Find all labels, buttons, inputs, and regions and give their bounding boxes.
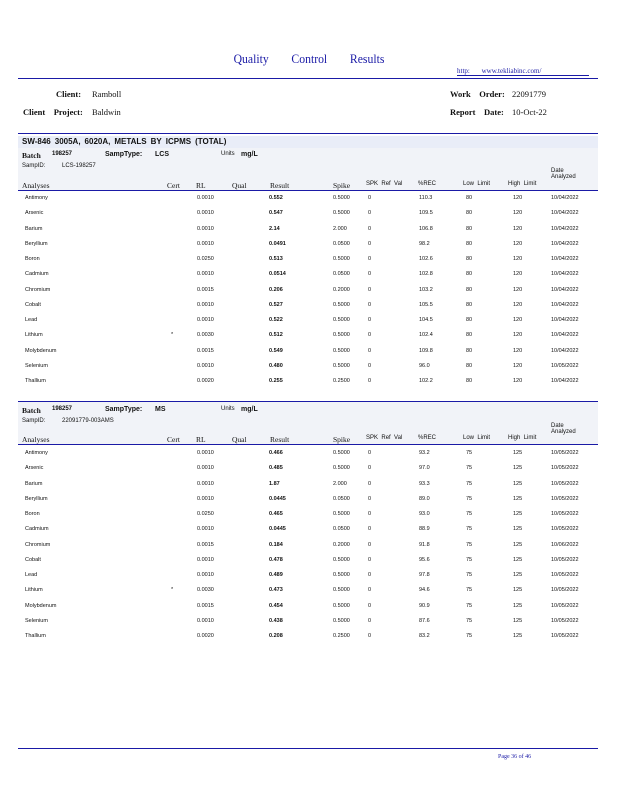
- batch-1-units-value: mg/L: [241, 151, 258, 158]
- cell-high: 120: [513, 301, 523, 308]
- cell-result: 0.0445: [269, 526, 286, 533]
- cell-rl: 0.0010: [197, 480, 214, 487]
- batch-1-col-date: Date Analyzed: [551, 168, 576, 180]
- cell-high: 120: [513, 240, 523, 247]
- cell-low: 80: [466, 286, 473, 293]
- cell-spk: 0: [368, 256, 372, 262]
- cell-rec: 89.0: [419, 495, 430, 502]
- cell-spike: 2.000: [333, 480, 347, 487]
- cell-analyte: Cobalt: [25, 301, 41, 308]
- cell-spk: 0: [368, 317, 372, 323]
- cell-low: 80: [466, 301, 473, 308]
- cell-analyte: Antimony: [25, 195, 48, 201]
- cell-rl: 0.0250: [197, 256, 214, 262]
- cell-rl: 0.0010: [197, 465, 214, 472]
- cell-rl: 0.0010: [197, 240, 214, 247]
- batch-1-units-label: Units: [221, 151, 235, 157]
- batch-2-col-high-limit: High Limit: [508, 435, 537, 441]
- cell-date: 10/04/2022: [551, 240, 579, 247]
- cell-result: 0.478: [269, 556, 283, 563]
- batch-2-column-divider: [18, 444, 598, 445]
- cell-result: 0.552: [269, 195, 283, 201]
- batch-2-col-cert: Cert: [167, 435, 180, 444]
- batch-2-col-low-limit: Low Limit: [463, 435, 491, 441]
- cell-result: 0.522: [269, 317, 283, 323]
- title-word: Control: [291, 51, 328, 66]
- cell-result: 0.485: [269, 465, 283, 472]
- cell-high: 120: [513, 210, 523, 217]
- batch-2-col-result: Result: [270, 435, 290, 444]
- cell-high: 120: [513, 286, 523, 293]
- project-value: Baldwin: [92, 107, 121, 117]
- cell-date: 10/04/2022: [551, 347, 579, 354]
- cell-rec: 102.4: [419, 332, 433, 339]
- cell-date: 10/06/2022: [551, 541, 579, 548]
- cell-spike: 0.5000: [333, 587, 350, 594]
- cell-cert: *: [171, 332, 174, 339]
- cell-date: 10/05/2022: [551, 556, 579, 563]
- batch-1-id: 198257: [52, 151, 73, 157]
- cell-high: 125: [513, 587, 523, 594]
- cell-analyte: Antimony: [25, 450, 48, 456]
- cell-rl: 0.0010: [197, 210, 214, 217]
- cell-spike: 0.2000: [333, 541, 350, 548]
- cell-rec: 93.2: [419, 450, 430, 456]
- cell-spike: 0.5000: [333, 602, 350, 609]
- cell-result: 0.549: [269, 347, 283, 354]
- cell-spike: 0.5000: [333, 195, 350, 201]
- cell-spk: 0: [368, 541, 372, 548]
- cell-date: 10/04/2022: [551, 195, 579, 201]
- cell-spike: 0.0500: [333, 240, 350, 247]
- cell-result: 0.527: [269, 301, 283, 308]
- cell-analyte: Cadmium: [25, 271, 49, 278]
- batch-2-samptype-label: SampType:: [105, 406, 143, 413]
- cell-spk: 0: [368, 286, 372, 293]
- cell-spk: 0: [368, 271, 372, 278]
- cell-low: 80: [466, 378, 473, 384]
- cell-low: 80: [466, 317, 473, 323]
- cell-date: 10/05/2022: [551, 526, 579, 533]
- cell-spk: 0: [368, 495, 372, 502]
- cell-result: 2.14: [269, 225, 280, 232]
- batch-1-col-high-limit: High Limit: [508, 181, 537, 187]
- title-word: Results: [349, 51, 385, 66]
- cell-rec: 94.6: [419, 587, 430, 594]
- cell-high: 125: [513, 617, 523, 624]
- cell-rl: 0.0010: [197, 450, 214, 456]
- cell-low: 75: [466, 572, 473, 578]
- client-label: Client:: [56, 89, 82, 99]
- project-label: Client Project:: [23, 107, 83, 117]
- cell-low: 75: [466, 587, 473, 594]
- cell-analyte: Selenium: [25, 617, 48, 624]
- cell-analyte: Chromium: [25, 286, 51, 293]
- batch-1-samptype-value: LCS: [155, 151, 169, 158]
- cell-spk: 0: [368, 572, 372, 578]
- cell-spike: 0.0500: [333, 495, 350, 502]
- batch-2-col-qual: Qual: [232, 435, 247, 444]
- cell-date: 10/04/2022: [551, 332, 579, 339]
- cell-rl: 0.0010: [197, 526, 214, 533]
- batch-1-col-result: Result: [270, 181, 290, 190]
- cell-rec: 96.0: [419, 362, 430, 369]
- cell-rec: 103.2: [419, 286, 433, 293]
- cell-rl: 0.0030: [197, 587, 214, 594]
- cell-date: 10/05/2022: [551, 602, 579, 609]
- cell-spk: 0: [368, 225, 372, 232]
- cell-result: 1.87: [269, 480, 280, 487]
- cell-spike: 0.5000: [333, 210, 350, 217]
- batch-2-units-value: mg/L: [241, 406, 258, 413]
- cell-date: 10/05/2022: [551, 450, 579, 456]
- cell-date: 10/05/2022: [551, 617, 579, 624]
- cell-spk: 0: [368, 617, 372, 624]
- cell-rl: 0.0015: [197, 602, 214, 609]
- cell-result: 0.0491: [269, 240, 286, 247]
- cell-spk: 0: [368, 362, 372, 369]
- cell-result: 0.473: [269, 587, 283, 594]
- cell-date: 10/05/2022: [551, 362, 579, 369]
- cell-high: 120: [513, 362, 523, 369]
- cell-rl: 0.0010: [197, 317, 214, 323]
- cell-low: 75: [466, 526, 473, 533]
- header-divider-top: [18, 78, 598, 79]
- cell-date: 10/05/2022: [551, 511, 579, 517]
- cell-analyte: Lithium: [25, 332, 43, 339]
- cell-low: 80: [466, 362, 473, 369]
- cell-rl: 0.0020: [197, 378, 214, 384]
- cell-high: 125: [513, 465, 523, 472]
- cell-result: 0.0514: [269, 271, 286, 278]
- batch-1-label: Batch: [22, 151, 41, 160]
- cell-spike: 0.5000: [333, 301, 350, 308]
- cell-result: 0.547: [269, 210, 283, 217]
- cell-rec: 110.3: [419, 195, 433, 201]
- cell-date: 10/04/2022: [551, 271, 579, 278]
- batch-2-col-date: Date Analyzed: [551, 423, 576, 435]
- cell-rl: 0.0010: [197, 556, 214, 563]
- cell-low: 75: [466, 511, 473, 517]
- cell-analyte: Boron: [25, 256, 40, 262]
- work-order-label: Work Order:: [450, 89, 505, 99]
- footer-divider: [18, 748, 598, 749]
- cell-spike: 0.5000: [333, 556, 350, 563]
- cell-analyte: Boron: [25, 511, 40, 517]
- cell-spike: 0.5000: [333, 317, 350, 323]
- cell-spike: 0.5000: [333, 617, 350, 624]
- cell-spk: 0: [368, 332, 372, 339]
- cell-analyte: Molybdenum: [25, 602, 57, 609]
- cell-spk: 0: [368, 378, 372, 384]
- cell-high: 120: [513, 317, 523, 323]
- cell-spk: 0: [368, 480, 372, 487]
- cell-rl: 0.0020: [197, 633, 214, 639]
- cell-spike: 0.5000: [333, 572, 350, 578]
- cell-date: 10/05/2022: [551, 480, 579, 487]
- cell-analyte: Cobalt: [25, 556, 41, 563]
- report-date-value: 10-Oct-22: [512, 107, 547, 117]
- cell-rec: 93.0: [419, 511, 430, 517]
- cell-low: 75: [466, 633, 473, 639]
- cell-result: 0.465: [269, 511, 283, 517]
- cell-analyte: Barium: [25, 225, 43, 232]
- cell-rec: 98.2: [419, 240, 430, 247]
- cell-rl: 0.0015: [197, 347, 214, 354]
- cell-analyte: Beryllium: [25, 495, 48, 502]
- batch-2-units-label: Units: [221, 406, 235, 412]
- batch-2-col-rl: RL: [196, 435, 206, 444]
- cell-result: 0.0445: [269, 495, 286, 502]
- batch-2-label: Batch: [22, 406, 41, 415]
- cell-spike: 0.0500: [333, 271, 350, 278]
- cell-spk: 0: [368, 210, 372, 217]
- batch-2-id: 198257: [52, 406, 73, 412]
- cell-spike: 0.2500: [333, 378, 350, 384]
- cell-low: 75: [466, 465, 473, 472]
- cell-rec: 95.6: [419, 556, 430, 563]
- cell-spike: 0.5000: [333, 256, 350, 262]
- cell-analyte: Molybdenum: [25, 347, 57, 354]
- cell-date: 10/04/2022: [551, 256, 579, 262]
- cell-spike: 0.2500: [333, 633, 350, 639]
- cell-high: 125: [513, 511, 523, 517]
- batch-1-sampid-value: LCS-198257: [62, 163, 96, 169]
- cell-low: 80: [466, 332, 473, 339]
- cell-spk: 0: [368, 301, 372, 308]
- batch-1-col-low-limit: Low Limit: [463, 181, 491, 187]
- cell-analyte: Beryllium: [25, 240, 48, 247]
- cell-rec: 102.6: [419, 256, 433, 262]
- cell-date: 10/04/2022: [551, 301, 579, 308]
- cell-spk: 0: [368, 602, 372, 609]
- page-number: Page 36 of 46: [498, 754, 532, 760]
- cell-high: 125: [513, 556, 523, 563]
- cell-date: 10/05/2022: [551, 633, 579, 639]
- cell-analyte: Selenium: [25, 362, 48, 369]
- cell-rec: 105.5: [419, 301, 433, 308]
- cell-spike: 0.5000: [333, 332, 350, 339]
- cell-high: 125: [513, 450, 523, 456]
- cell-date: 10/04/2022: [551, 225, 579, 232]
- batch-2-col-spike: Spike: [333, 435, 351, 444]
- cell-low: 75: [466, 541, 473, 548]
- cell-rl: 0.0010: [197, 495, 214, 502]
- cell-analyte: Chromium: [25, 541, 51, 548]
- cell-rl: 0.0030: [197, 332, 214, 339]
- cell-analyte: Cadmium: [25, 526, 49, 533]
- cell-spk: 0: [368, 633, 372, 639]
- cell-high: 125: [513, 633, 523, 639]
- cell-high: 125: [513, 480, 523, 487]
- batch-1-col-analyses: Analyses: [22, 181, 50, 190]
- batch-2-sampid-value: 22091779-003AMS: [62, 418, 114, 424]
- cell-result: 0.480: [269, 362, 283, 369]
- cell-spike: 0.5000: [333, 511, 350, 517]
- cell-rl: 0.0010: [197, 301, 214, 308]
- batch-2-sampid-label: SampID:: [22, 418, 46, 424]
- cell-high: 125: [513, 572, 523, 578]
- cell-rl: 0.0010: [197, 271, 214, 278]
- cell-rl: 0.0010: [197, 195, 214, 201]
- cell-date: 10/04/2022: [551, 286, 579, 293]
- batch-1-col-cert: Cert: [167, 181, 180, 190]
- cell-rec: 90.9: [419, 602, 430, 609]
- cell-high: 120: [513, 225, 523, 232]
- cell-spike: 0.5000: [333, 450, 350, 456]
- work-order-value: 22091779: [512, 89, 546, 99]
- cell-rec: 87.6: [419, 617, 430, 624]
- batch-1-col-spike: Spike: [333, 181, 351, 190]
- cell-analyte: Lithium: [25, 587, 43, 594]
- url-part: http:: [457, 67, 470, 75]
- cell-date: 10/05/2022: [551, 572, 579, 578]
- batch-2-col-analyses: Analyses: [22, 435, 50, 444]
- cell-date: 10/04/2022: [551, 210, 579, 217]
- batch-2-col-rec: %REC: [418, 435, 437, 441]
- cell-analyte: Arsenic: [25, 465, 44, 472]
- cell-rec: 83.2: [419, 633, 430, 639]
- cell-cert: *: [171, 587, 174, 594]
- cell-rec: 109.8: [419, 347, 433, 354]
- batch-2-samptype-value: MS: [155, 406, 166, 413]
- cell-spike: 0.5000: [333, 347, 350, 354]
- cell-low: 75: [466, 480, 473, 487]
- cell-high: 125: [513, 541, 523, 548]
- batch-1-col-rec: %REC: [418, 181, 437, 187]
- cell-high: 120: [513, 195, 523, 201]
- cell-low: 75: [466, 450, 473, 456]
- cell-high: 125: [513, 602, 523, 609]
- method-title: SW-846 3005A, 6020A, METALS BY ICPMS (TOTAL): [18, 136, 598, 148]
- cell-analyte: Lead: [25, 317, 38, 323]
- cell-low: 80: [466, 347, 473, 354]
- cell-high: 125: [513, 526, 523, 533]
- batch-1-sampid-label: SampID:: [22, 163, 46, 169]
- cell-result: 0.184: [269, 541, 283, 548]
- cell-date: 10/05/2022: [551, 587, 579, 594]
- cell-rec: 93.3: [419, 480, 430, 487]
- cell-low: 80: [466, 240, 473, 247]
- cell-spk: 0: [368, 450, 372, 456]
- cell-rec: 102.2: [419, 378, 433, 384]
- batch-1-column-divider: [18, 190, 598, 191]
- cell-high: 125: [513, 495, 523, 502]
- cell-result: 0.208: [269, 633, 283, 639]
- cell-rec: 97.0: [419, 465, 430, 472]
- cell-spk: 0: [368, 511, 372, 517]
- cell-high: 120: [513, 256, 523, 262]
- cell-low: 80: [466, 225, 473, 232]
- cell-result: 0.489: [269, 572, 283, 578]
- cell-low: 80: [466, 271, 473, 278]
- cell-rl: 0.0010: [197, 225, 214, 232]
- title-word: Quality: [233, 51, 269, 66]
- lab-url-link[interactable]: [457, 67, 589, 76]
- cell-date: 10/05/2022: [551, 465, 579, 472]
- cell-spk: 0: [368, 556, 372, 563]
- cell-rec: 102.8: [419, 271, 433, 278]
- cell-low: 75: [466, 495, 473, 502]
- cell-result: 0.512: [269, 332, 283, 339]
- cell-high: 120: [513, 271, 523, 278]
- batch-1-col-qual: Qual: [232, 181, 247, 190]
- cell-spike: 2.000: [333, 225, 347, 232]
- cell-result: 0.454: [269, 602, 283, 609]
- cell-high: 120: [513, 347, 523, 354]
- report-date-label: Report Date:: [450, 107, 504, 117]
- cell-result: 0.466: [269, 450, 283, 456]
- cell-low: 80: [466, 195, 473, 201]
- batch-1-col-spk-ref-val: SPK Ref Val: [366, 181, 403, 187]
- cell-analyte: Thallium: [25, 378, 46, 384]
- cell-analyte: Lead: [25, 572, 38, 578]
- cell-rec: 91.8: [419, 541, 430, 548]
- cell-rec: 97.8: [419, 572, 430, 578]
- cell-spike: 0.0500: [333, 526, 350, 533]
- cell-spk: 0: [368, 240, 372, 247]
- cell-result: 0.513: [269, 256, 283, 262]
- cell-rec: 106.8: [419, 225, 433, 232]
- cell-rl: 0.0250: [197, 511, 214, 517]
- cell-low: 80: [466, 210, 473, 217]
- cell-rec: 109.5: [419, 210, 433, 217]
- cell-date: 10/04/2022: [551, 317, 579, 323]
- cell-spk: 0: [368, 526, 372, 533]
- cell-date: 10/04/2022: [551, 378, 579, 384]
- cell-rl: 0.0010: [197, 617, 214, 624]
- cell-result: 0.438: [269, 617, 283, 624]
- cell-rl: 0.0010: [197, 362, 214, 369]
- cell-rl: 0.0015: [197, 286, 214, 293]
- batch-1-samptype-label: SampType:: [105, 151, 143, 158]
- url-part: www.tekliabinc.com/: [481, 67, 542, 75]
- cell-rl: 0.0010: [197, 572, 214, 578]
- cell-spk: 0: [368, 587, 372, 594]
- cell-high: 120: [513, 332, 523, 339]
- cell-date: 10/05/2022: [551, 495, 579, 502]
- cell-analyte: Thallium: [25, 633, 46, 639]
- cell-low: 75: [466, 602, 473, 609]
- cell-rec: 104.5: [419, 317, 433, 323]
- cell-analyte: Barium: [25, 480, 43, 487]
- batch-1-col-rl: RL: [196, 181, 206, 190]
- cell-spk: 0: [368, 195, 372, 201]
- client-value: Ramboll: [92, 89, 122, 99]
- cell-spike: 0.2000: [333, 286, 350, 293]
- cell-spk: 0: [368, 465, 372, 472]
- cell-spike: 0.5000: [333, 362, 350, 369]
- cell-low: 80: [466, 256, 473, 262]
- cell-rl: 0.0015: [197, 541, 214, 548]
- cell-high: 120: [513, 378, 523, 384]
- cell-spk: 0: [368, 347, 372, 354]
- method-divider: [18, 133, 598, 134]
- cell-spike: 0.5000: [333, 465, 350, 472]
- cell-result: 0.255: [269, 378, 283, 384]
- cell-low: 75: [466, 617, 473, 624]
- cell-analyte: Arsenic: [25, 210, 44, 217]
- cell-low: 75: [466, 556, 473, 563]
- cell-result: 0.206: [269, 286, 283, 293]
- cell-rec: 88.9: [419, 526, 430, 533]
- report-title: [31, 51, 587, 67]
- batch-2-col-spk-ref-val: SPK Ref Val: [366, 435, 403, 441]
